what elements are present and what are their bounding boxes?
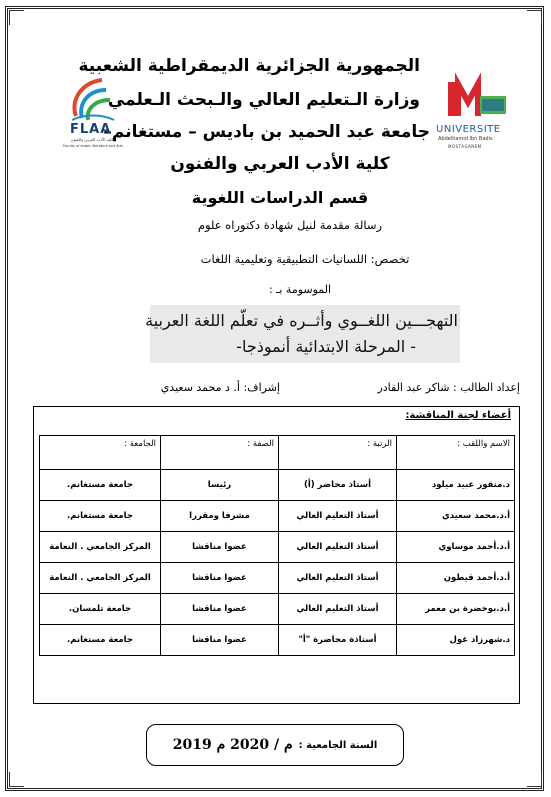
header-university: الجامعة : xyxy=(40,436,161,470)
member-name: أ.د.أحمد موساوي xyxy=(397,532,515,563)
member-name: د.منقور عبيد ميلود xyxy=(397,470,515,501)
committee-title: أعضاء لجنة المناقشة: xyxy=(405,410,511,421)
university-logo-text: UNIVERSITE xyxy=(436,124,501,135)
border-corner xyxy=(9,10,24,25)
member-university: جامعة مستغانم. xyxy=(40,501,161,532)
member-name: د.شهرزاد غول xyxy=(397,625,515,656)
university-logo-subtitle: Abdelhamid Ibn Badis xyxy=(438,136,493,142)
border-corner xyxy=(527,772,542,787)
table-row xyxy=(40,501,515,532)
thesis-purpose: رسالة مقدمة لنيل شهادة دكتوراه علوم xyxy=(197,218,383,232)
member-name: أ.د.بوخضرة بن معمر xyxy=(397,594,515,625)
academic-year-label: السنة الجامعية : xyxy=(298,739,378,751)
thesis-specialty: تخصص: اللسانيات التطبيقية وتعليمية اللغات xyxy=(200,252,410,266)
member-university: جامعة مستغانم. xyxy=(40,470,161,501)
header-role: الصفة : xyxy=(161,436,279,470)
republic-heading: الجمهورية الجزائرية الديمقراطية الشعبية xyxy=(78,56,420,76)
academic-year-box xyxy=(146,724,404,766)
member-rank: أستاذ التعليم العالي xyxy=(279,594,397,625)
member-role: عضوا مناقشا xyxy=(161,563,279,594)
member-role: عضوا مناقشا xyxy=(161,532,279,563)
thesis-title-line1: التهجـــين اللغــوي وأثــره في تعلّم اللغة العربية xyxy=(145,311,458,330)
member-rank: أستاذة محاضرة "أ" xyxy=(279,625,397,656)
university-heading: جامعة عبد الحميد بن باديس – مستغانم– xyxy=(103,122,430,142)
university-logo xyxy=(428,72,518,157)
ministry-heading: وزارة الـتعليم العالي والـبحث الـعلمي xyxy=(107,90,420,110)
flaa-subtitle-ar: كلية الأدب العربي والفنون xyxy=(70,137,114,142)
member-role: رئيسا xyxy=(161,470,279,501)
table-row xyxy=(40,625,515,656)
committee-table xyxy=(39,435,515,656)
table-row xyxy=(40,594,515,625)
student-credit: إعداد الطالب : شاكر عبد القادر xyxy=(377,381,520,394)
border-corner xyxy=(9,772,24,787)
member-name: أ.د.محمد سعيدي xyxy=(397,501,515,532)
member-rank: أستاذ التعليم العالي xyxy=(279,501,397,532)
border-corner xyxy=(527,10,542,25)
department-heading: قسم الدراسات اللغوية xyxy=(191,188,369,207)
flaa-logo-text: FLAA xyxy=(70,122,112,137)
university-logo-city: MOSTAGANEM xyxy=(448,144,482,149)
member-university: المركز الجامعي . النعامة xyxy=(40,532,161,563)
member-university: جامعة تلمسان. xyxy=(40,594,161,625)
member-role: مشرفا ومقررا xyxy=(161,501,279,532)
member-name: أ.د.أحمد قيطون xyxy=(397,563,515,594)
thesis-title-line2: - المرحلة الابتدائية أنموذجا- xyxy=(236,337,416,356)
thesis-titled-label: الموسومة بـ : xyxy=(268,283,332,296)
academic-year-value: 2019 م / 2020 م xyxy=(172,737,293,753)
member-role: عضوا مناقشا xyxy=(161,625,279,656)
table-row xyxy=(40,563,515,594)
table-row xyxy=(40,470,515,501)
header-name: الاسم واللقب : xyxy=(397,436,515,470)
university-emblem-icon xyxy=(428,72,518,122)
member-role: عضوا مناقشا xyxy=(161,594,279,625)
flaa-logo xyxy=(62,72,122,152)
committee-box xyxy=(33,406,520,704)
member-university: المركز الجامعي . النعامة xyxy=(40,563,161,594)
supervisor-credit: إشراف: أ. د محمد سعيدي xyxy=(160,381,280,394)
member-rank: أستاذ التعليم العالي xyxy=(279,532,397,563)
member-rank: أستاذ محاضر (أ) xyxy=(279,470,397,501)
member-university: جامعة مستغانم. xyxy=(40,625,161,656)
member-rank: أستاذ التعليم العالي xyxy=(279,563,397,594)
table-header-row xyxy=(40,436,515,470)
faculty-heading: كلية الأدب العربي والفنون xyxy=(170,154,390,174)
table-row xyxy=(40,532,515,563)
flaa-subtitle-en: Faculty of arabic literature and Arts xyxy=(62,144,123,148)
header-rank: الرتبة : xyxy=(279,436,397,470)
